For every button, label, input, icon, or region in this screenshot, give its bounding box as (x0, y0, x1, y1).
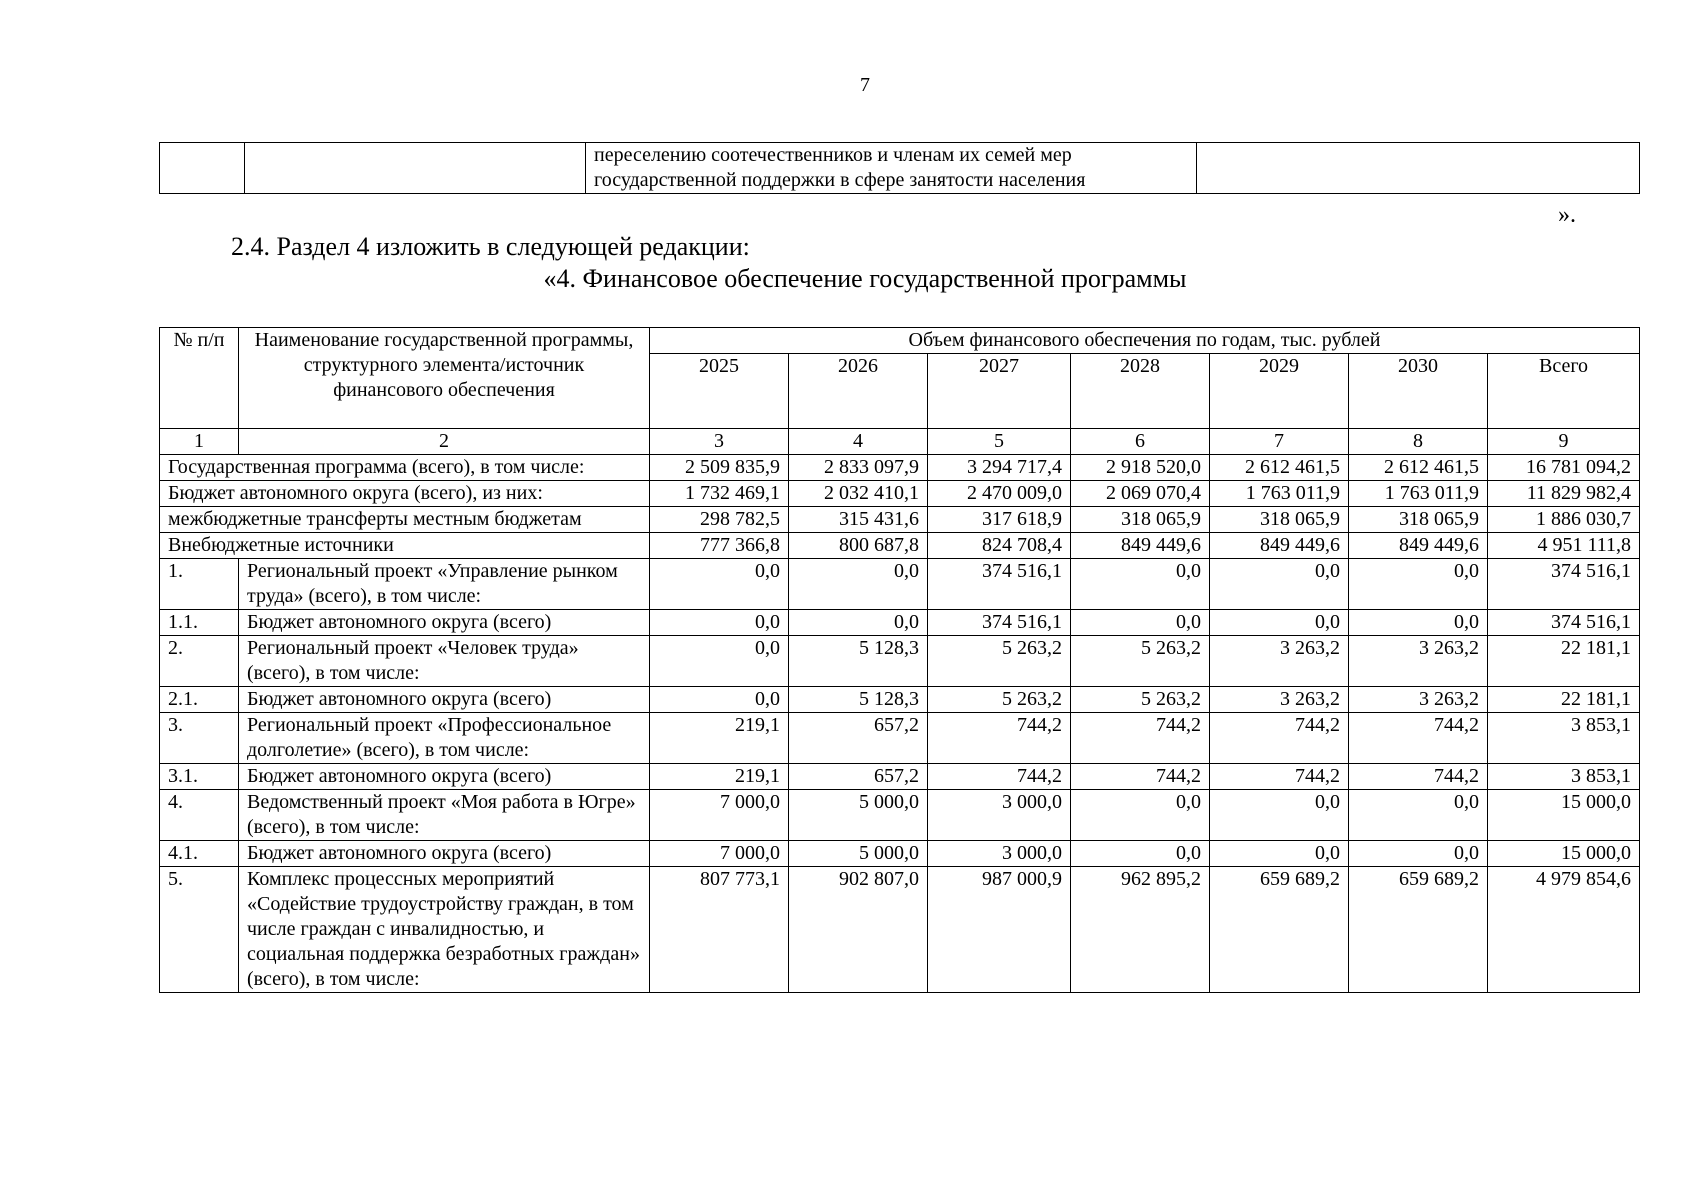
value-cell: 744,2 (1349, 713, 1488, 764)
value-cell: 2 833 097,9 (789, 455, 928, 481)
value-cell: 744,2 (1071, 764, 1210, 790)
value-cell: 2 032 410,1 (789, 481, 928, 507)
total-cell: 374 516,1 (1488, 559, 1640, 610)
value-cell: 744,2 (928, 713, 1071, 764)
value-cell: 0,0 (650, 687, 789, 713)
table-row (160, 636, 1640, 687)
instruction-text: 2.4. Раздел 4 изложить в следующей редакции: (231, 232, 750, 261)
total-cell: 16 781 094,2 (1488, 455, 1640, 481)
value-cell: 219,1 (650, 713, 789, 764)
value-cell: 298 782,5 (650, 507, 789, 533)
table-row (160, 790, 1640, 841)
value-cell: 5 263,2 (928, 687, 1071, 713)
column-number: 3 (650, 429, 789, 455)
continuation-table (159, 142, 1640, 194)
table-row (160, 533, 1640, 559)
row-name: Внебюджетные источники (160, 533, 650, 559)
value-cell: 3 263,2 (1349, 636, 1488, 687)
page-number: 7 (860, 74, 870, 96)
continuation-line: государственной поддержки в сфере занятости населения (594, 169, 1086, 191)
value-cell: 5 128,3 (789, 636, 928, 687)
value-cell: 987 000,9 (928, 867, 1071, 993)
value-cell: 5 263,2 (1071, 636, 1210, 687)
table-row (160, 610, 1640, 636)
value-cell: 744,2 (928, 764, 1071, 790)
value-cell: 318 065,9 (1349, 507, 1488, 533)
value-cell: 5 263,2 (1071, 687, 1210, 713)
total-cell: 3 853,1 (1488, 713, 1640, 764)
table-row (160, 143, 1640, 194)
value-cell: 317 618,9 (928, 507, 1071, 533)
value-cell: 0,0 (1210, 559, 1349, 610)
total-cell: 15 000,0 (1488, 841, 1640, 867)
table-row (160, 559, 1640, 610)
value-cell: 849 449,6 (1071, 533, 1210, 559)
row-num: 4. (160, 790, 239, 841)
row-name: Бюджет автономного округа (всего) (239, 687, 650, 713)
finance-table (159, 327, 1640, 993)
row-name: Государственная программа (всего), в том числе: (160, 455, 650, 481)
value-cell: 315 431,6 (789, 507, 928, 533)
header-year: 2026 (789, 354, 928, 429)
value-cell: 849 449,6 (1210, 533, 1349, 559)
row-num: 2.1. (160, 687, 239, 713)
row-num: 3.1. (160, 764, 239, 790)
value-cell: 0,0 (1349, 610, 1488, 636)
value-cell: 7 000,0 (650, 790, 789, 841)
column-number: 2 (239, 429, 650, 455)
value-cell: 2 509 835,9 (650, 455, 789, 481)
value-cell: 374 516,1 (928, 559, 1071, 610)
column-number: 4 (789, 429, 928, 455)
column-number: 1 (160, 429, 239, 455)
header-row (160, 328, 1640, 354)
value-cell: 849 449,6 (1349, 533, 1488, 559)
value-cell: 657,2 (789, 764, 928, 790)
header-name: Наименование государственной программы, структурного элемента/источник финансового обеспечения (239, 328, 650, 429)
value-cell: 824 708,4 (928, 533, 1071, 559)
row-num: 3. (160, 713, 239, 764)
column-number: 9 (1488, 429, 1640, 455)
empty-cell (245, 143, 586, 194)
value-cell: 318 065,9 (1210, 507, 1349, 533)
column-number: 5 (928, 429, 1071, 455)
value-cell: 0,0 (1071, 559, 1210, 610)
value-cell: 5 263,2 (928, 636, 1071, 687)
value-cell: 0,0 (1210, 841, 1349, 867)
value-cell: 744,2 (1349, 764, 1488, 790)
value-cell: 0,0 (1349, 790, 1488, 841)
value-cell: 0,0 (789, 610, 928, 636)
header-volume: Объем финансового обеспечения по годам, тыс. рублей (650, 328, 1640, 354)
total-cell: 1 886 030,7 (1488, 507, 1640, 533)
row-num: 5. (160, 867, 239, 993)
row-num: 4.1. (160, 841, 239, 867)
total-cell: 11 829 982,4 (1488, 481, 1640, 507)
row-name: Региональный проект «Профессиональное долголетие» (всего), в том числе: (239, 713, 650, 764)
row-name: Региональный проект «Человек труда» (всего), в том числе: (239, 636, 650, 687)
value-cell: 0,0 (1071, 841, 1210, 867)
value-cell: 744,2 (1071, 713, 1210, 764)
empty-cell (1197, 143, 1640, 194)
value-cell: 657,2 (789, 713, 928, 764)
value-cell: 5 128,3 (789, 687, 928, 713)
value-cell: 744,2 (1210, 764, 1349, 790)
header-year: 2025 (650, 354, 789, 429)
section-heading: «4. Финансовое обеспечение государственной программы (543, 264, 1187, 293)
value-cell: 2 918 520,0 (1071, 455, 1210, 481)
header-total: Всего (1488, 354, 1640, 429)
table-row (160, 764, 1640, 790)
value-cell: 902 807,0 (789, 867, 928, 993)
value-cell: 659 689,2 (1210, 867, 1349, 993)
table-row (160, 687, 1640, 713)
value-cell: 807 773,1 (650, 867, 789, 993)
value-cell: 659 689,2 (1349, 867, 1488, 993)
value-cell: 3 000,0 (928, 841, 1071, 867)
value-cell: 0,0 (650, 559, 789, 610)
column-number: 7 (1210, 429, 1349, 455)
row-num: 2. (160, 636, 239, 687)
value-cell: 0,0 (1349, 559, 1488, 610)
header-num: № п/п (160, 328, 239, 429)
row-name: Бюджет автономного округа (всего) (239, 841, 650, 867)
row-name: Бюджет автономного округа (всего), из них: (160, 481, 650, 507)
table-row (160, 713, 1640, 764)
header-year: 2027 (928, 354, 1071, 429)
continuation-line: переселению соотечественников и членам их семей мер (594, 144, 1072, 166)
value-cell: 0,0 (789, 559, 928, 610)
row-name: Ведомственный проект «Моя работа в Югре» (всего), в том числе: (239, 790, 650, 841)
value-cell: 800 687,8 (789, 533, 928, 559)
table-row (160, 867, 1640, 993)
value-cell: 5 000,0 (789, 841, 928, 867)
table-row (160, 455, 1640, 481)
value-cell: 0,0 (1210, 790, 1349, 841)
value-cell: 219,1 (650, 764, 789, 790)
row-name: межбюджетные трансферты местным бюджетам (160, 507, 650, 533)
value-cell: 0,0 (1349, 841, 1488, 867)
value-cell: 777 366,8 (650, 533, 789, 559)
header-year: 2030 (1349, 354, 1488, 429)
value-cell: 2 470 009,0 (928, 481, 1071, 507)
value-cell: 3 263,2 (1349, 687, 1488, 713)
value-cell: 7 000,0 (650, 841, 789, 867)
row-num: 1.1. (160, 610, 239, 636)
value-cell: 2 612 461,5 (1210, 455, 1349, 481)
value-cell: 1 732 469,1 (650, 481, 789, 507)
table-row (160, 841, 1640, 867)
table-row (160, 507, 1640, 533)
row-name: Комплекс процессных мероприятий «Содействие трудоустройству граждан, в том числе граждан с инвалидностью, и социальная поддержка безработных граждан» (всего), в том числе: (239, 867, 650, 993)
closing-quote: ». (1558, 202, 1576, 228)
empty-cell (160, 143, 245, 194)
header-year: 2028 (1071, 354, 1210, 429)
row-num: 1. (160, 559, 239, 610)
value-cell: 962 895,2 (1071, 867, 1210, 993)
value-cell: 3 294 717,4 (928, 455, 1071, 481)
total-cell: 15 000,0 (1488, 790, 1640, 841)
value-cell: 0,0 (1071, 610, 1210, 636)
value-cell: 2 612 461,5 (1349, 455, 1488, 481)
header-year: 2029 (1210, 354, 1349, 429)
continuation-text (586, 143, 1197, 194)
value-cell: 0,0 (1071, 790, 1210, 841)
row-name: Бюджет автономного округа (всего) (239, 764, 650, 790)
total-cell: 4 951 111,8 (1488, 533, 1640, 559)
value-cell: 0,0 (650, 610, 789, 636)
value-cell: 3 263,2 (1210, 687, 1349, 713)
column-number: 8 (1349, 429, 1488, 455)
column-number-row (160, 429, 1640, 455)
column-number: 6 (1071, 429, 1210, 455)
total-cell: 374 516,1 (1488, 610, 1640, 636)
value-cell: 374 516,1 (928, 610, 1071, 636)
value-cell: 2 069 070,4 (1071, 481, 1210, 507)
row-name: Региональный проект «Управление рынком труда» (всего), в том числе: (239, 559, 650, 610)
row-name: Бюджет автономного округа (всего) (239, 610, 650, 636)
value-cell: 5 000,0 (789, 790, 928, 841)
value-cell: 3 263,2 (1210, 636, 1349, 687)
total-cell: 3 853,1 (1488, 764, 1640, 790)
total-cell: 22 181,1 (1488, 636, 1640, 687)
value-cell: 0,0 (1210, 610, 1349, 636)
table-row (160, 481, 1640, 507)
total-cell: 4 979 854,6 (1488, 867, 1640, 993)
value-cell: 1 763 011,9 (1210, 481, 1349, 507)
value-cell: 318 065,9 (1071, 507, 1210, 533)
value-cell: 0,0 (650, 636, 789, 687)
value-cell: 744,2 (1210, 713, 1349, 764)
value-cell: 3 000,0 (928, 790, 1071, 841)
value-cell: 1 763 011,9 (1349, 481, 1488, 507)
total-cell: 22 181,1 (1488, 687, 1640, 713)
